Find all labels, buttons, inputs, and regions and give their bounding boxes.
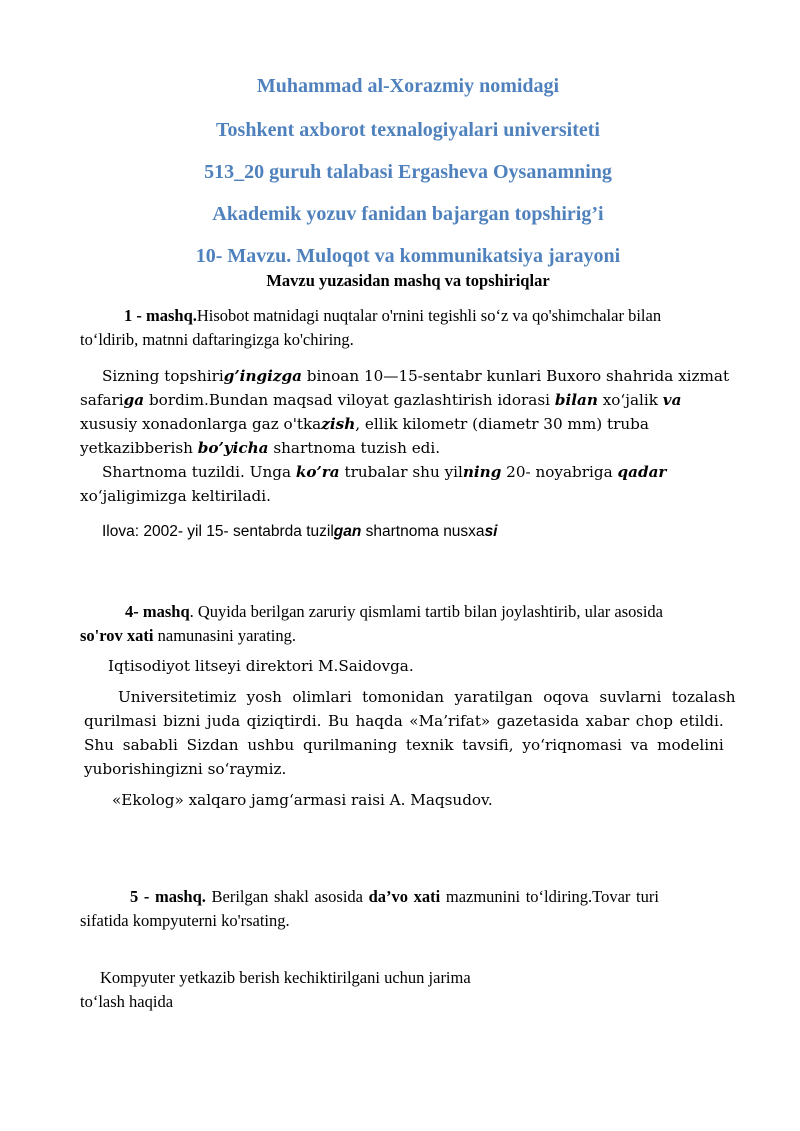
- blank-filled: qadar: [617, 463, 667, 481]
- report-line: yetkazibberish bo’yicha shartnoma tuzish edi.: [80, 439, 441, 457]
- claim-subject-line-2: to‘lash haqida: [80, 992, 174, 1011]
- exercise-4-line-2: so'rov xati namunasini yarating.: [80, 626, 297, 645]
- letter-body-line: Shu sababli Sizdan ushbu qurilmaning texnik tavsifi, yo‘riqnomasi va modelini: [84, 736, 724, 754]
- claim-letter-label: da’vo xati: [368, 887, 441, 906]
- exercise-5: [80, 885, 735, 933]
- letter-recipient: Iqtisodiyot litseyi direktori M.Saidovga.: [108, 657, 414, 675]
- exercise-5-label: 5 - mashq.: [130, 887, 206, 906]
- exercise-5-line-2: sifatida kompyuterni ko'rsating.: [80, 911, 290, 930]
- exercise-4-label: 4- mashq: [125, 602, 190, 621]
- report-line: xo‘jaligimizga keltiriladi.: [80, 487, 271, 505]
- blank-filled: bo’yicha: [197, 439, 269, 457]
- exercise-1-label: 1 - mashq.: [124, 306, 197, 325]
- exercise-4: [80, 600, 735, 648]
- heading-university-name: Muhammad al-Xorazmiy nomidagi: [256, 75, 560, 97]
- letter-body-line: Universitetimiz yosh olimlari tomonidan yaratilgan oqova suvlarni tozalash: [118, 688, 736, 706]
- claim-subject: [80, 966, 680, 1014]
- heading-student: 513_20 guruh talabasi Ergasheva Oysanamning: [204, 161, 612, 183]
- heading-topic: 10- Mavzu. Muloqot va kommunikatsiya jarayoni: [195, 245, 621, 267]
- blank-filled: va: [662, 391, 682, 409]
- blank-filled: gan: [333, 523, 362, 540]
- letter-signature: «Ekolog» xalqaro jamg‘armasi raisi A. Maqsudov.: [112, 791, 493, 809]
- report-text: [80, 364, 740, 508]
- exercise-1: [80, 304, 735, 352]
- letter-body-line: qurilmasi bizni juda qiziqtirdi. Bu haqda «Ma’rifat» gazetasida xabar chop etildi.: [84, 712, 724, 730]
- claim-subject-line-1: Kompyuter yetkazib berish kechiktirilgani uchun jarima: [100, 968, 471, 987]
- blank-filled: g’ingizga: [223, 367, 302, 385]
- report-line: Sizning topshirig’ingizga binoan 10—15-sentabr kunlari Buxoro shahrida xizmat: [102, 367, 730, 385]
- blank-filled: ga: [123, 391, 145, 409]
- exercise-1-line-2: to‘ldirib, matnni daftaringizga ko'chiring.: [80, 330, 354, 349]
- report-line: Shartnoma tuzildi. Unga ko’ra trubalar shu yilning 20- noyabriga qadar: [102, 463, 667, 481]
- blank-filled: bilan: [554, 391, 598, 409]
- blank-filled: ko’ra: [295, 463, 340, 481]
- exercise-1-text: Hisobot matnidagi nuqtalar o'rnini tegishli so‘z va qo'shimchalar bilan: [196, 306, 662, 325]
- blank-filled: ning: [462, 463, 502, 481]
- heading-university: Toshkent axborot texnalogiyalari universiteti: [216, 119, 600, 141]
- exercise-5-line-1: 5 - mashq. Berilgan shakl asosida da’vo xati mazmunini to‘ldiring.Tovar turi: [130, 887, 659, 906]
- letter-body: [84, 685, 736, 781]
- letter-type-label: so'rov xati: [80, 626, 154, 645]
- letter-body-line: yuborishingizni so‘raymiz.: [84, 760, 287, 778]
- report-line: safariga bordim.Bundan maqsad viloyat gazlashtirish idorasi bilan xo‘jalik va: [80, 391, 682, 409]
- appendix-line: Ilova: 2002- yil 15- sentabrda tuzilgan shartnoma nusxasi: [102, 523, 498, 540]
- subheading: Mavzu yuzasidan mashq va topshiriqlar: [266, 271, 550, 290]
- heading-assignment: Akademik yozuv fanidan bajargan topshirig’i: [212, 203, 604, 225]
- exercise-1-line-1: [80, 304, 735, 328]
- blank-filled: zish: [321, 415, 356, 433]
- report-line: xususiy xonadonlarga gaz o'tkazish, ellik kilometr (diametr 30 mm) truba: [80, 415, 649, 433]
- blank-filled: si: [484, 523, 498, 540]
- exercise-4-line-1: 4- mashq. Quyida berilgan zaruriy qismlami tartib bilan joylashtirib, ular asosida: [125, 602, 663, 621]
